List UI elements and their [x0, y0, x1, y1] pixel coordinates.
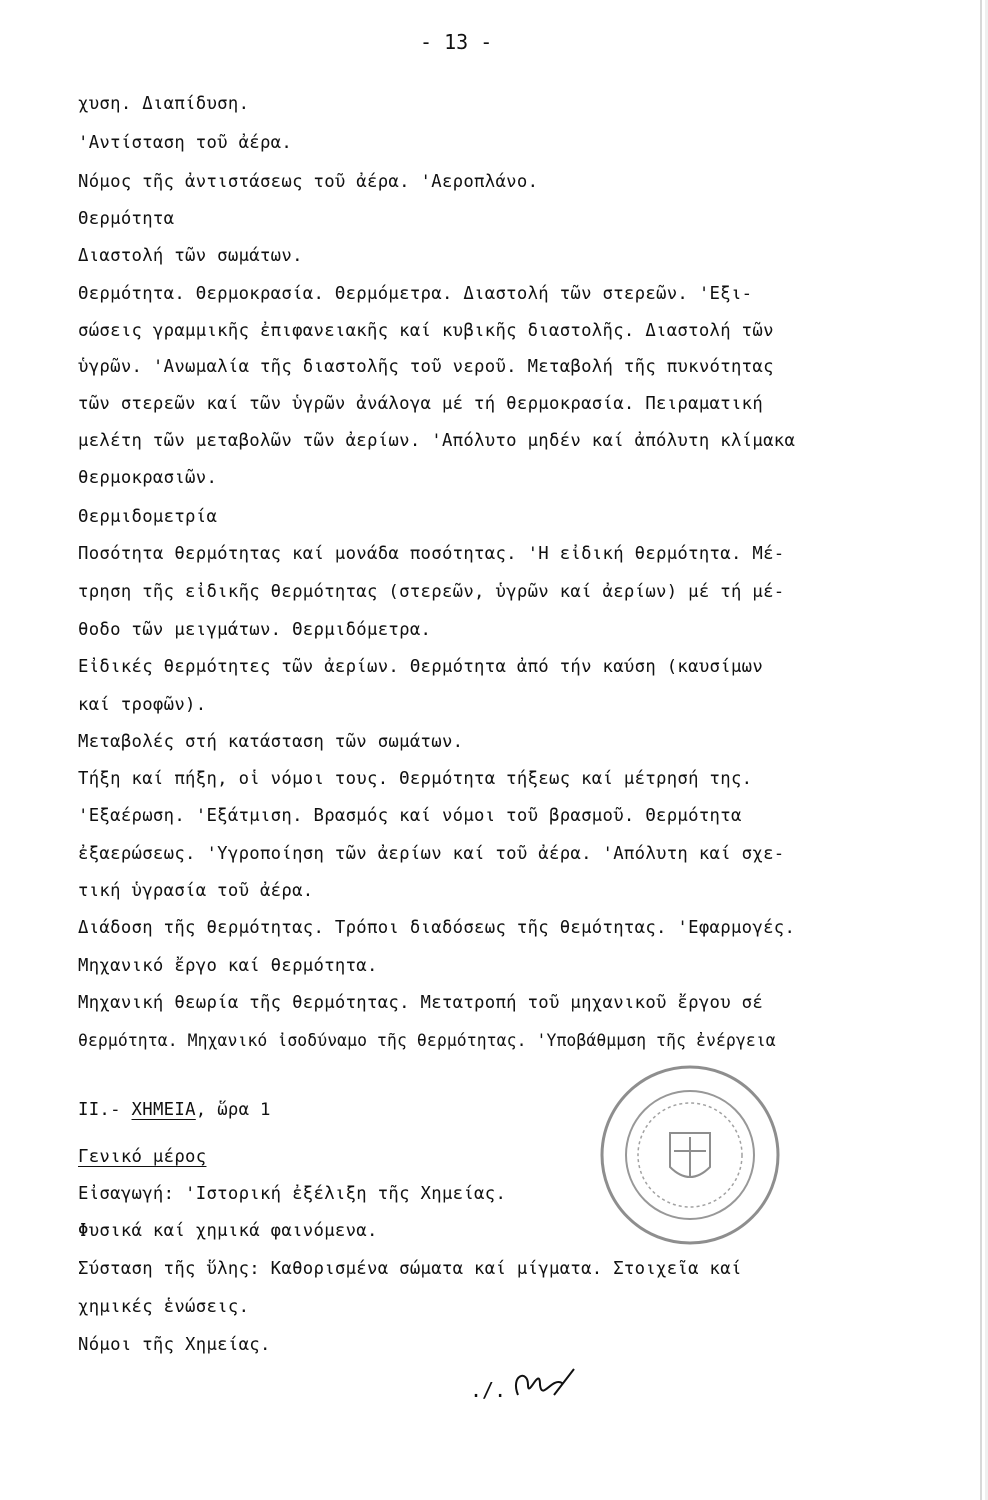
text-line: Ποσότητα θερμότητας καί μονάδα ποσότητας. 'Η εἰδική θερμότητα. Μέ- [78, 544, 785, 564]
page-edge [980, 0, 982, 1500]
text-line: χυση. Διαπίδυση. [78, 94, 250, 114]
text-line: Σύσταση τῆς ὕλης: Καθορισμένα σώματα καί μίγματα. Στοιχεῖα καί [78, 1259, 742, 1279]
subsection-title: Γενικό μέρος [78, 1147, 207, 1167]
text-line: θερμοκρασιῶν. [78, 468, 218, 488]
text-line: ἐξαερώσεως. 'Υγροποίηση τῶν ἀερίων καί τοῦ ἀέρα. 'Απόλυτη καί σχε- [78, 844, 785, 864]
text-line: Διάδοση τῆς θερμότητας. Τρόποι διαδόσεως τῆς θεμότητας. 'Εφαρμογές. [78, 918, 796, 938]
text-line: Φυσικά καί χημικά φαινόμενα. [78, 1221, 378, 1241]
text-line: 'Αντίσταση τοῦ ἀέρα. [78, 133, 293, 153]
text-line: τρηση τῆς εἰδικῆς θερμότητας (στερεῶν, ὑγρῶν καί ἀερίων) μέ τή μέ- [78, 582, 785, 602]
text-line: θερμότητα. Μηχανικό ἰσοδύναμο τῆς θερμότητας. 'Υποβάθμμση τῆς ἐνέργεια [78, 1031, 776, 1050]
subheading: Θερμιδομετρία [78, 507, 218, 527]
text-line: Θερμότητα. Θερμοκρασία. Θερμόμετρα. Διαστολή τῶν στερεῶν. 'Εξι- [78, 284, 753, 304]
text-line: τική ὑγρασία τοῦ ἀέρα. [78, 881, 314, 901]
text-line: Διαστολή τῶν σωμάτων. [78, 246, 303, 266]
subheading: Θερμότητα [78, 209, 175, 229]
continuation-mark: ./. [470, 1378, 507, 1402]
signature-icon [470, 1355, 590, 1415]
text-line: 'Εξαέρωση. 'Εξάτμιση. Βρασμός καί νόμοι τοῦ βρασμοῦ. Θερμότητα [78, 806, 742, 826]
text-line: Μηχανική θεωρία τῆς θερμότητας. Μετατροπή τοῦ μηχανικοῦ ἔργου σέ [78, 993, 764, 1013]
text-line: μελέτη τῶν μεταβολῶν τῶν ἀερίων. 'Απόλυτο μηδέν καί ἀπόλυτη κλίμακα [78, 431, 796, 451]
text-line: Τήξη καί πήξη, οἱ νόμοι τους. Θερμότητα τήξεως καί μέτρησή της. [78, 769, 753, 789]
text-line: σώσεις γραμμικῆς ἐπιφανειακῆς καί κυβικῆς διαστολῆς. Διαστολή τῶν [78, 321, 774, 341]
text-line: Εἰσαγωγή: 'Ιστορική ἐξέλιξη τῆς Χημείας. [78, 1184, 507, 1204]
page-number: - 13 - [420, 30, 493, 54]
text-line: καί τροφῶν). [78, 695, 207, 715]
text-line: ὑγρῶν. 'Ανωμαλία τῆς διαστολῆς τοῦ νεροῦ. Μεταβολή τῆς πυκνότητας [78, 357, 774, 377]
text-line: τῶν στερεῶν καί τῶν ὑγρῶν ἀνάλογα μέ τή θερμοκρασία. Πειραματική [78, 394, 764, 414]
section-title: ΧΗΜΕΙΑ [131, 1100, 196, 1120]
text-line: Μεταβολές στή κατάσταση τῶν σωμάτων. [78, 732, 464, 752]
text-line: Νόμος τῆς ἀντιστάσεως τοῦ ἀέρα. 'Αεροπλάνο. [78, 172, 539, 192]
text-line: θοδο τῶν μειγμάτων. Θερμιδόμετρα. [78, 620, 432, 640]
text-line: Νόμοι τῆς Χημείας. [78, 1335, 271, 1355]
section-hours: , ὥρα 1 [195, 1100, 271, 1120]
text-line: Μηχανικό ἔργο καί θερμότητα. [78, 956, 378, 976]
text-line: Εἰδικές θερμότητες τῶν ἀερίων. Θερμότητα ἀπό τήν καύση (καυσίμων [78, 657, 764, 677]
official-seal-icon [590, 1055, 790, 1255]
section-heading [78, 1099, 271, 1121]
section-number: ΙΙ.- [78, 1100, 121, 1120]
text-line: χημικές ἑνώσεις. [78, 1297, 250, 1317]
